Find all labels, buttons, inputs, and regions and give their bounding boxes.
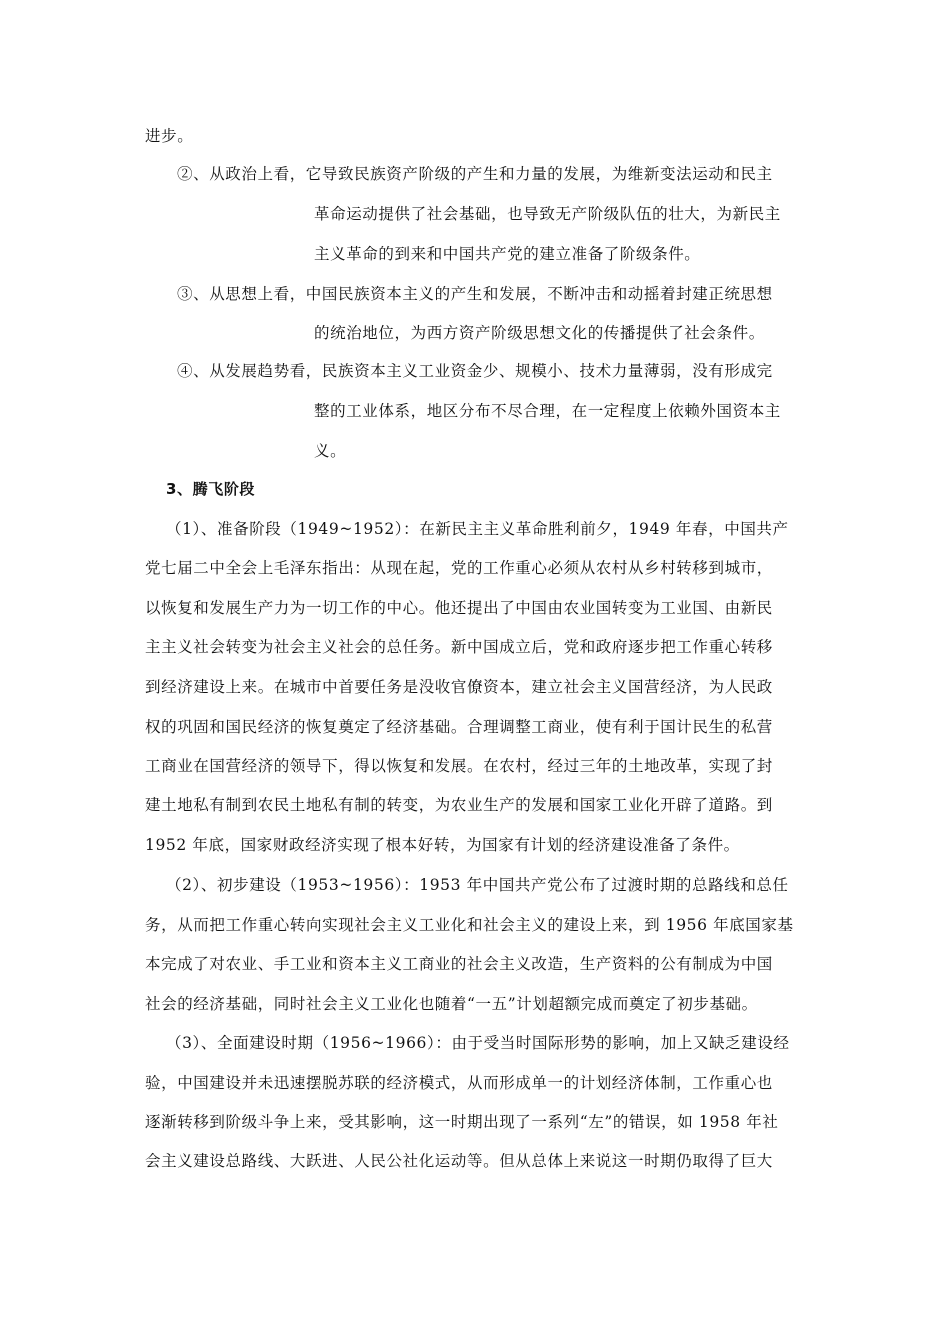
paragraph-line: 到经济建设上来。在城市中首要任务是没收官僚资本，建立社会主义国营经济，为人民政 (145, 678, 773, 696)
paragraph-line: 建土地私有制到农民土地私有制的转变，为农业生产的发展和国家工业化开辟了道路。到 (145, 796, 773, 814)
paragraph-line: 社会的经济基础，同时社会主义工业化也随着“一五”计划超额完成而奠定了初步基础。 (145, 995, 758, 1013)
text-line: 进步。 (145, 127, 194, 145)
text-line: 革命运动提供了社会基础，也导致无产阶级队伍的壮大，为新民主 (314, 205, 781, 223)
paragraph-line: 党七届二中全会上毛泽东指出：从现在起，党的工作重心必须从农村从乡村转移到城市， (145, 559, 773, 577)
list-item: ②、从政治上看，它导致民族资产阶级的产生和力量的发展，为维新变法运动和民主 (177, 165, 773, 183)
section-heading: 3、腾飞阶段 (166, 480, 256, 498)
list-item: ③、从思想上看，中国民族资本主义的产生和发展，不断冲击和动摇着封建正统思想 (177, 285, 773, 303)
text-line: 义。 (314, 442, 347, 460)
text-line: 主义革命的到来和中国共产党的建立准备了阶级条件。 (314, 245, 701, 263)
paragraph-line: 验，中国建设并未迅速摆脱苏联的经济模式，从而形成单一的计划经济体制，工作重心也 (145, 1074, 773, 1092)
paragraph-line: （2）、初步建设（1953~1956）：1953 年中国共产党公布了过渡时期的总路线和总任 (166, 876, 789, 894)
paragraph-line: （3）、全面建设时期（1956~1966）：由于受当时国际形势的影响，加上又缺乏建设经 (166, 1034, 790, 1052)
paragraph-line: 主主义社会转变为社会主义社会的总任务。新中国成立后，党和政府逐步把工作重心转移 (145, 638, 773, 656)
text-line: 整的工业体系，地区分布不尽合理，在一定程度上依赖外国资本主 (314, 402, 781, 420)
paragraph-line: 工商业在国营经济的领导下，得以恢复和发展。在农村，经过三年的土地改革，实现了封 (145, 757, 773, 775)
paragraph-line: 务，从而把工作重心转向实现社会主义工业化和社会主义的建设上来，到 1956 年底国家基 (145, 916, 794, 934)
paragraph-line: 权的巩固和国民经济的恢复奠定了经济基础。合理调整工商业，使有利于国计民生的私营 (145, 718, 773, 736)
paragraph-line: 本完成了对农业、手工业和资本主义工商业的社会主义改造，生产资料的公有制成为中国 (145, 955, 773, 973)
paragraph-line: 会主义建设总路线、大跃进、人民公社化运动等。但从总体上来说这一时期仍取得了巨大 (145, 1152, 773, 1170)
paragraph-line: （1）、准备阶段（1949~1952）：在新民主主义革命胜利前夕，1949 年春，中国共产 (166, 520, 789, 538)
paragraph-line: 逐渐转移到阶级斗争上来，受其影响，这一时期出现了一系列“左”的错误，如 1958 年社 (145, 1113, 779, 1131)
list-item: ④、从发展趋势看，民族资本主义工业资金少、规模小、技术力量薄弱，没有形成完 (177, 362, 773, 380)
paragraph-line: 1952 年底，国家财政经济实现了根本好转，为国家有计划的经济建设准备了条件。 (145, 836, 740, 854)
paragraph-line: 以恢复和发展生产力为一切工作的中心。他还提出了中国由农业国转变为工业国、由新民 (145, 599, 773, 617)
text-line: 的统治地位，为西方资产阶级思想文化的传播提供了社会条件。 (314, 324, 765, 342)
